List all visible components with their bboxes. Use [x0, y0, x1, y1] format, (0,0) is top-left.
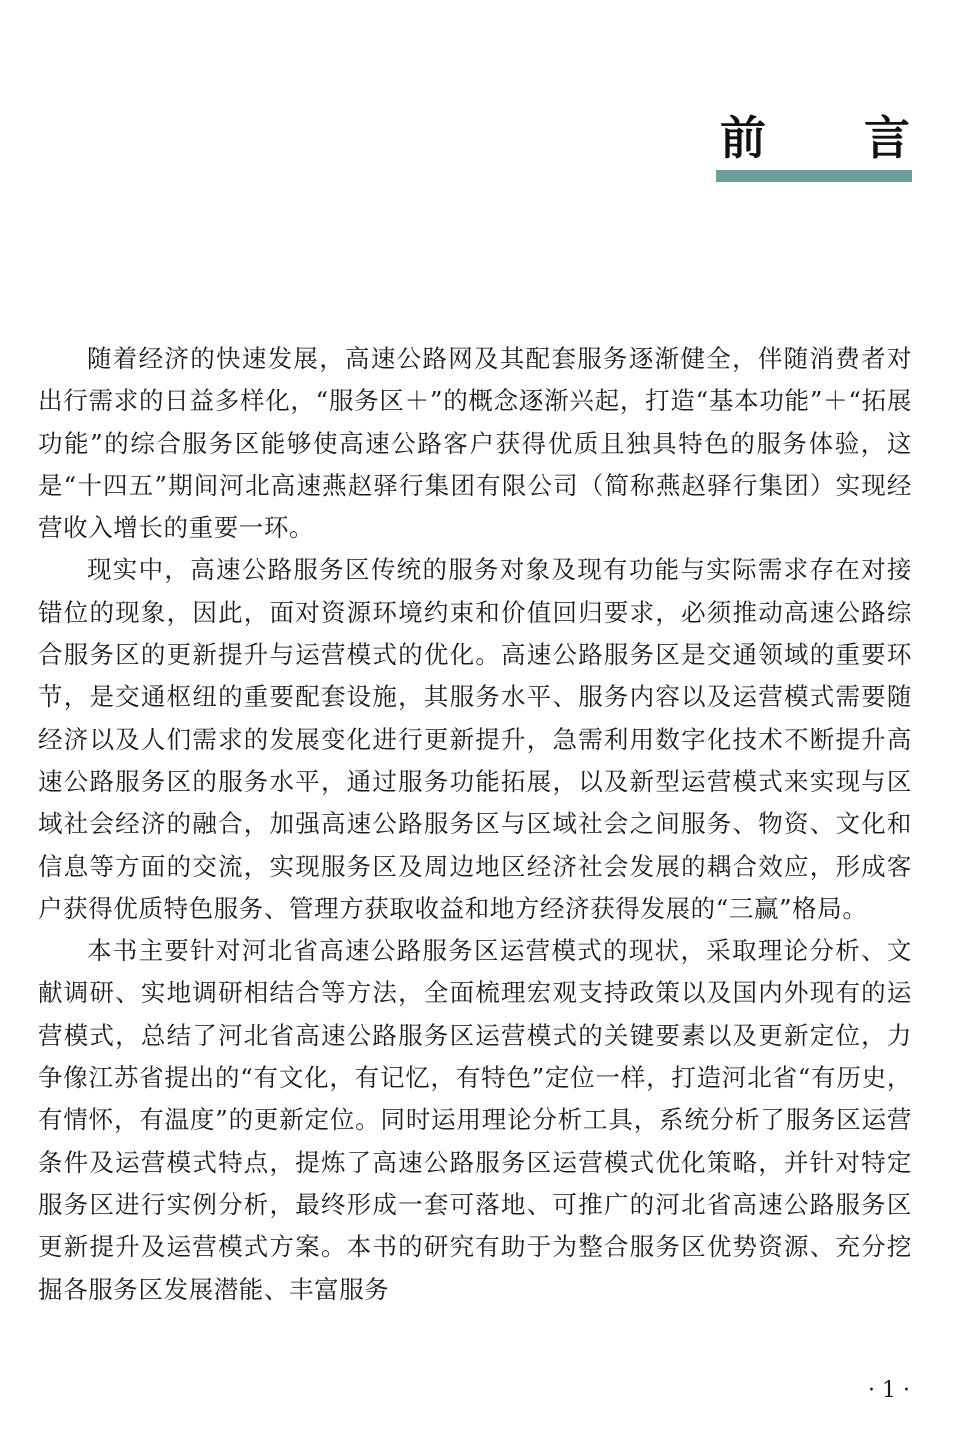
chapter-title-char-1: 前: [720, 111, 766, 165]
chapter-title-char-2: 言: [864, 111, 910, 165]
page-number: · 1 ·: [868, 1378, 910, 1403]
heading-underline-bar: [716, 170, 912, 182]
paragraph-2: 现实中，高速公路服务区传统的服务对象及现有功能与实际需求存在对接错位的现象，因此，面对资源环境约束和价值回归要求，必须推动高速公路综合服务区的更新提升与运营模式的优化。高速公路服务区是交通领域的重要环节，是交通枢纽的重要配套设施，其服务水平、服务内容以及运营模式需要随经济以及人们需求的发展变化进行更新提升，急需利用数字化技术不断提升高速公路服务区的服务水平，通过服务功能拓展，以及新型运营模式来实现与区域社会经济的融合，加强高速公路服务区与区域社会之间服务、物资、文化和信息等方面的交流，实现服务区及周边地区经济社会发展的耦合效应，形成客户获得优质特色服务、管理方获取收益和地方经济获得发展的“三赢”格局。: [38, 555, 912, 923]
chapter-heading-block: [716, 106, 912, 182]
chapter-title: [716, 106, 912, 164]
paragraph-1: 随着经济的快速发展，高速公路网及其配套服务逐渐健全，伴随消费者对出行需求的日益多样化，“服务区＋”的概念逐渐兴起，打造“基本功能”＋“拓展功能”的综合服务区能够使高速公路客户获得优质且独具特色的服务体验，这是“十四五”期间河北高速燕赵驿行集团有限公司（简称燕赵驿行集团）实现经营收入增长的重要一环。: [38, 344, 912, 543]
paragraph-3: 本书主要针对河北省高速公路服务区运营模式的现状，采取理论分析、文献调研、实地调研相结合等方法，全面梳理宏观支持政策以及国内外现有的运营模式，总结了河北省高速公路服务区运营模式的关键要素以及更新定位，力争像江苏省提出的“有文化，有记忆，有特色”定位一样，打造河北省“有历史，有情怀，有温度”的更新定位。同时运用理论分析工具，系统分析了服务区运营条件及运营模式特点，提炼了高速公路服务区运营模式优化策略，并针对特定服务区进行实例分析，最终形成一套可落地、可推广的河北省高速公路服务区更新提升及运营模式方案。本书的研究有助于为整合服务区优势资源、充分挖掘各服务区发展潜能、丰富服务: [38, 936, 912, 1304]
body-text: [38, 338, 912, 1311]
